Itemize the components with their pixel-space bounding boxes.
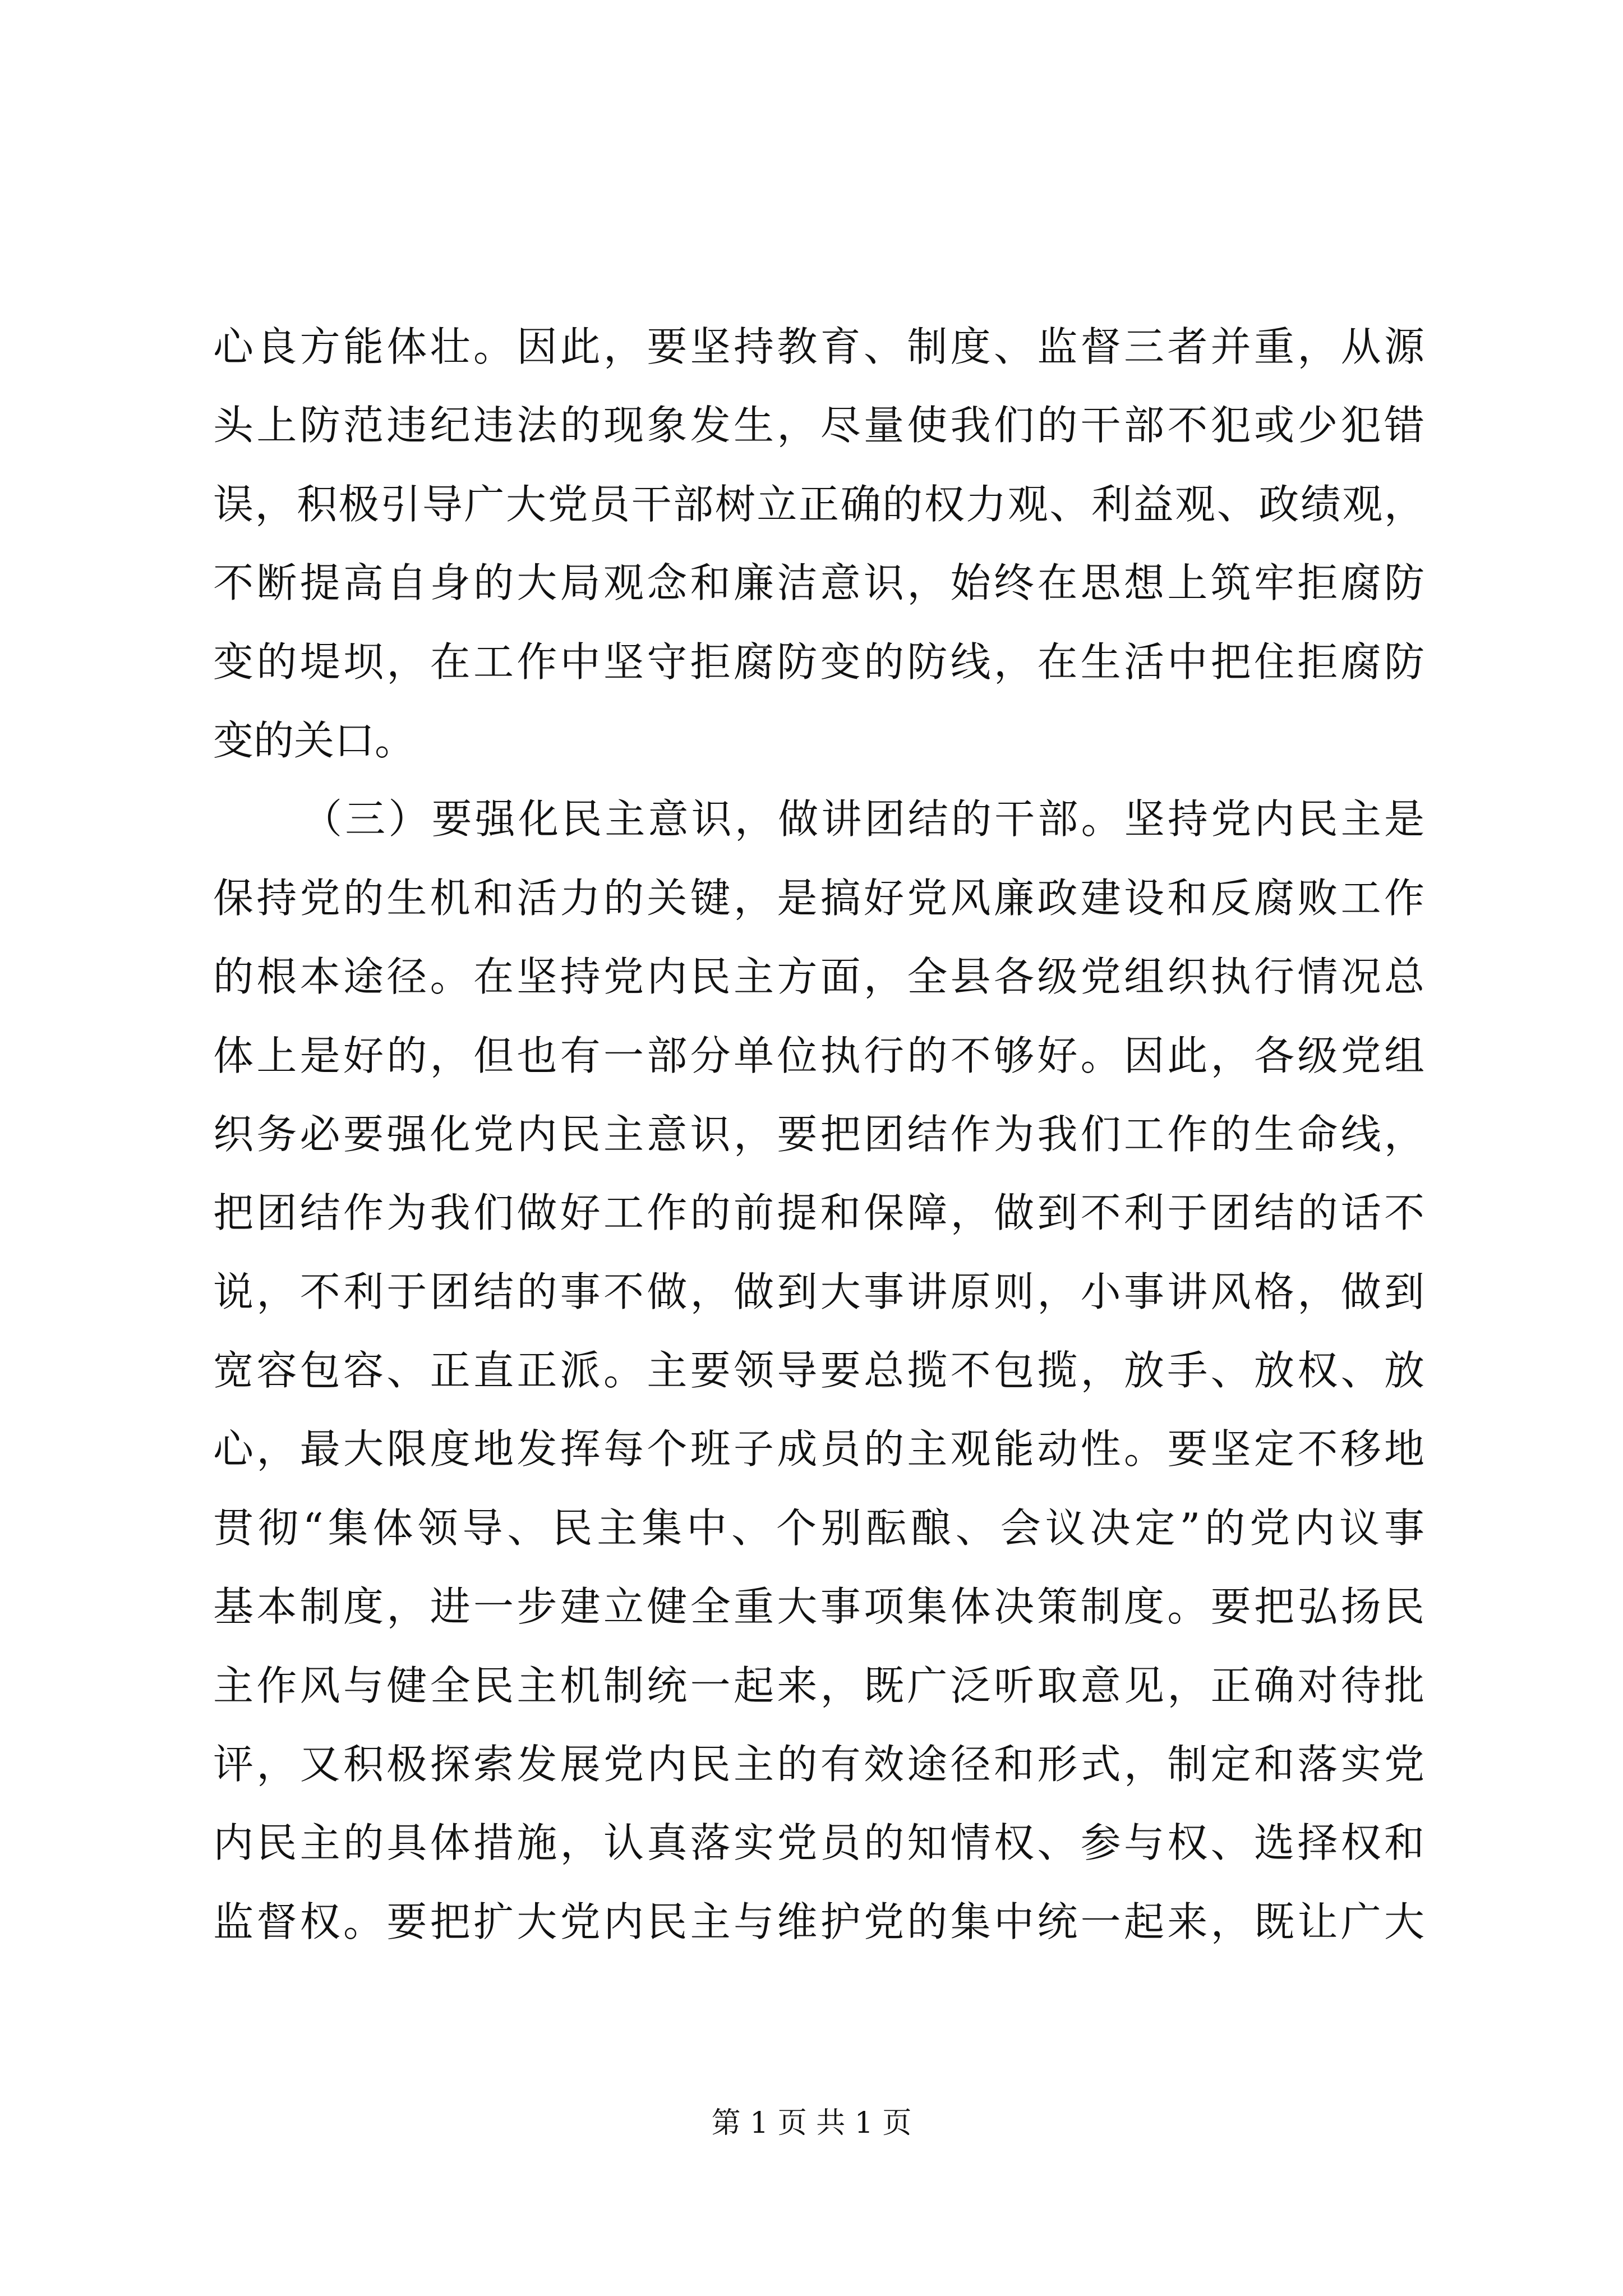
text-line: 贯彻“集体领导、民主集中、个别酝酿、会议决定”的党内议事	[213, 1504, 1424, 1552]
text-line: 的根本途径。在坚持党内民主方面，全县各级党组织执行情况总	[213, 953, 1424, 1001]
text-line: 保持党的生机和活力的关键，是搞好党风廉政建设和反腐败工作	[213, 874, 1424, 922]
paragraph-2	[213, 780, 1424, 1961]
text-line: 内民主的具体措施，认真落实党员的知情权、参与权、选择权和	[213, 1819, 1424, 1867]
text-line: 变的关口。	[213, 716, 416, 764]
page-footer	[0, 2101, 1623, 2146]
text-line: 基本制度，进一步建立健全重大事项集体决策制度。要把弘扬民	[213, 1583, 1424, 1631]
text-line: 把团结作为我们做好工作的前提和保障，做到不利于团结的话不	[213, 1189, 1424, 1237]
text-line: 头上防范违纪违法的现象发生，尽量使我们的干部不犯或少犯错	[213, 402, 1424, 449]
text-line: 不断提高自身的大局观念和廉洁意识，始终在思想上筑牢拒腐防	[213, 559, 1424, 607]
text-line: 心良方能体壮。因此，要坚持教育、制度、监督三者并重，从源	[213, 323, 1424, 370]
text-line: 心，最大限度地发挥每个班子成员的主观能动性。要坚定不移地	[213, 1425, 1424, 1473]
text-line: 变的堤坝，在工作中坚守拒腐防变的防线，在生活中把住拒腐防	[213, 638, 1424, 685]
section-heading-line: （三）要强化民主意识，做讲团结的干部。坚持党内民主是	[302, 795, 1424, 843]
paragraph-1	[213, 307, 1424, 780]
text-line: 误，积极引导广大党员干部树立正确的权力观、利益观、政绩观，	[213, 480, 1424, 528]
text-line: 主作风与健全民主机制统一起来，既广泛听取意见，正确对待批	[213, 1662, 1424, 1709]
text-line: 体上是好的，但也有一部分单位执行的不够好。因此，各级党组	[213, 1032, 1424, 1079]
text-line: 宽容包容、正直正派。主要领导要总揽不包揽，放手、放权、放	[213, 1347, 1424, 1395]
text-line: 监督权。要把扩大党内民主与维护党的集中统一起来，既让广大	[213, 1898, 1424, 1945]
text-line: 织务必要强化党内民主意识，要把团结作为我们工作的生命线，	[213, 1110, 1424, 1158]
document-body	[213, 307, 1424, 1961]
text-line: 评，又积极探索发展党内民主的有效途径和形式，制定和落实党	[213, 1741, 1424, 1788]
page-number: 第 1 页 共 1 页	[711, 2106, 912, 2140]
text-line: 说，不利于团结的事不做，做到大事讲原则，小事讲风格，做到	[213, 1268, 1424, 1315]
